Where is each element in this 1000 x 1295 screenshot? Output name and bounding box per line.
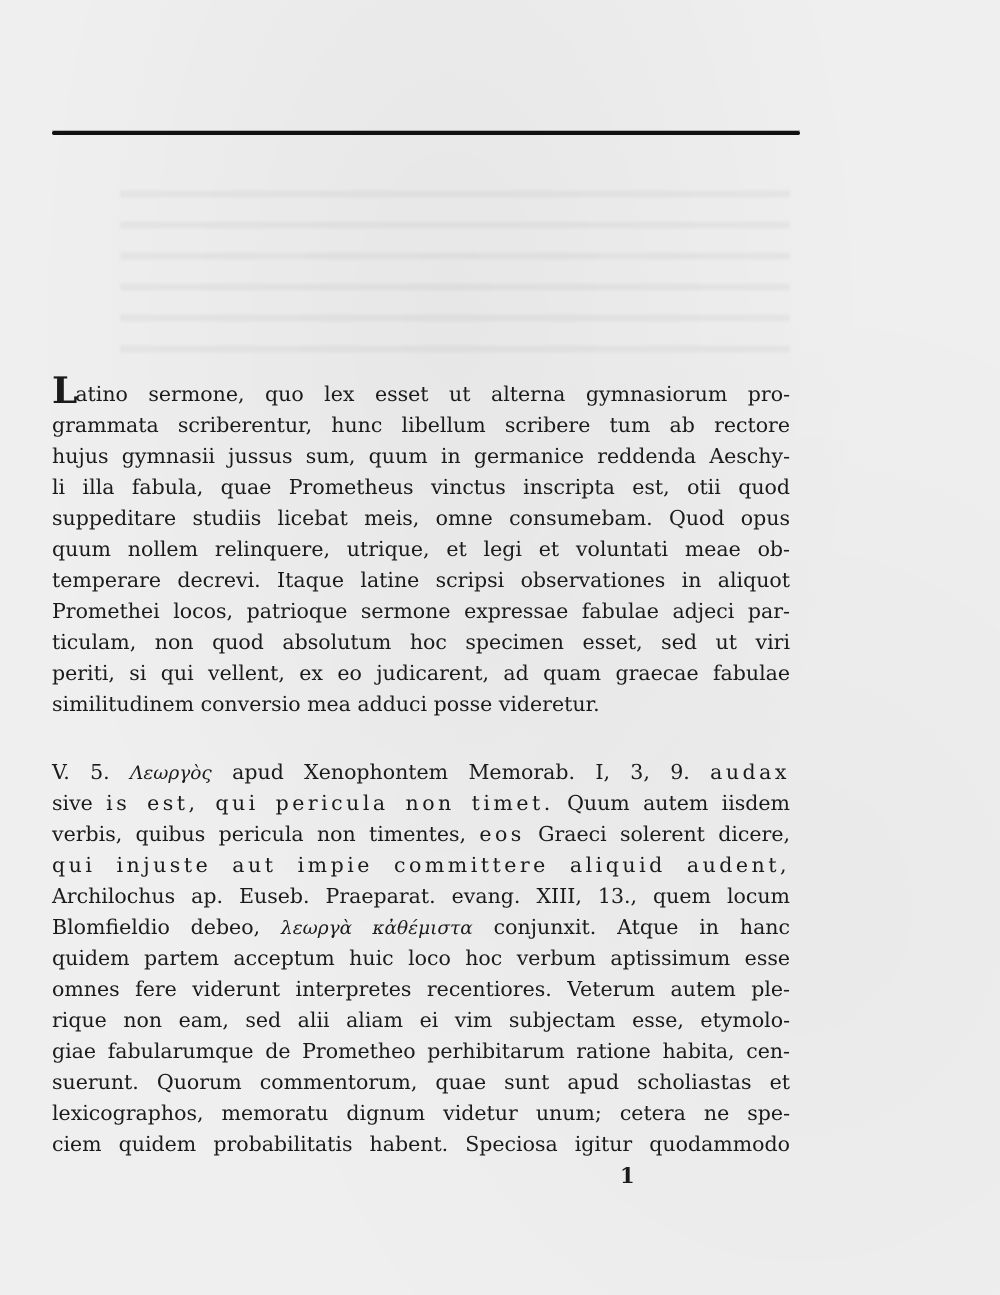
text-line [52, 850, 790, 881]
text-line: lexicographos, memoratu dignum videtur unum; cetera ne spe- [52, 1101, 790, 1125]
text-line: periti, si qui vellent, ex eo judicarent, ad quam graecae fabulae [52, 661, 790, 685]
paragraph-2 [52, 757, 790, 1160]
bleed-through-text [120, 170, 790, 370]
header-rule [52, 131, 800, 135]
text-line: quidem partem acceptum huic loco hoc verbum aptissimum esse [52, 946, 790, 970]
emphasis-spaced: audax [710, 760, 790, 784]
page-number: 1 [620, 1163, 635, 1188]
drop-cap: L [52, 370, 76, 412]
greek-term: λεωργὰ κἀθέμιστα [280, 918, 473, 939]
text-line: sive is est, qui pericula non timet. Quum autem iisdem [52, 791, 790, 815]
text-line: quum nollem relinquere, utrique, et legi et voluntati meae ob- [52, 537, 790, 561]
text-line: grammata scriberentur, hunc libellum scribere tum ab rectore [52, 413, 790, 437]
text-line: ticulam, non quod absolutum hoc specimen esset, sed ut viri [52, 630, 790, 654]
text-line: temperare decrevi. Itaque latine scripsi observationes in aliquot [52, 568, 790, 592]
text-line: Archilochus ap. Euseb. Praeparat. evang. XIII, 13., quem locum [52, 884, 790, 908]
text-line: rique non eam, sed alii aliam ei vim subjectam esse, etymolo- [52, 1008, 790, 1032]
text-line: Blomfieldio debeo, λεωργὰ κἀθέμιστα conjunxit. Atque in hanc [52, 915, 790, 939]
text-line: suerunt. Quorum commentorum, quae sunt apud scholiastas et [52, 1070, 790, 1094]
text-line: verbis, quibus pericula non timentes, eos Graeci solerent dicere, [52, 822, 790, 846]
text-line: ciem quidem probabilitatis habent. Speciosa igitur quodammodo [52, 1132, 790, 1156]
verse-reference: V. 5. [52, 760, 110, 784]
text-line: hujus gymnasii jussus sum, quum in germanice reddenda Aeschy- [52, 444, 790, 468]
text-line: Latino sermone, quo lex esset ut alterna gymnasiorum pro- [52, 370, 790, 412]
text-line: giae fabularumque de Prometheo perhibitarum ratione habita, cen- [52, 1039, 790, 1063]
greek-term: Λεωργὸς [129, 763, 212, 784]
text-line: omnes fere viderunt interpretes recentiores. Veterum autem ple- [52, 977, 790, 1001]
text-line: similitudinem conversio mea adduci posse videretur. [52, 692, 600, 716]
text-line: suppeditare studiis licebat meis, omne consumebam. Quod opus [52, 506, 790, 530]
text-line: li illa fabula, quae Prometheus vinctus inscripta est, otii quod [52, 475, 790, 499]
text-line: V. 5. Λεωργὸς apud Xenophontem Memorab. I, 3, 9. audax [52, 760, 790, 784]
emphasis-spaced: is est, qui pericula non timet. [106, 791, 554, 815]
emphasis-spaced: qui injuste aut impie committere aliquid audent, [52, 853, 790, 877]
paragraph-1 [52, 370, 790, 720]
text-line: Promethei locos, patrioque sermone expressae fabulae adjeci par- [52, 599, 790, 623]
emphasis-spaced: eos [479, 822, 525, 846]
